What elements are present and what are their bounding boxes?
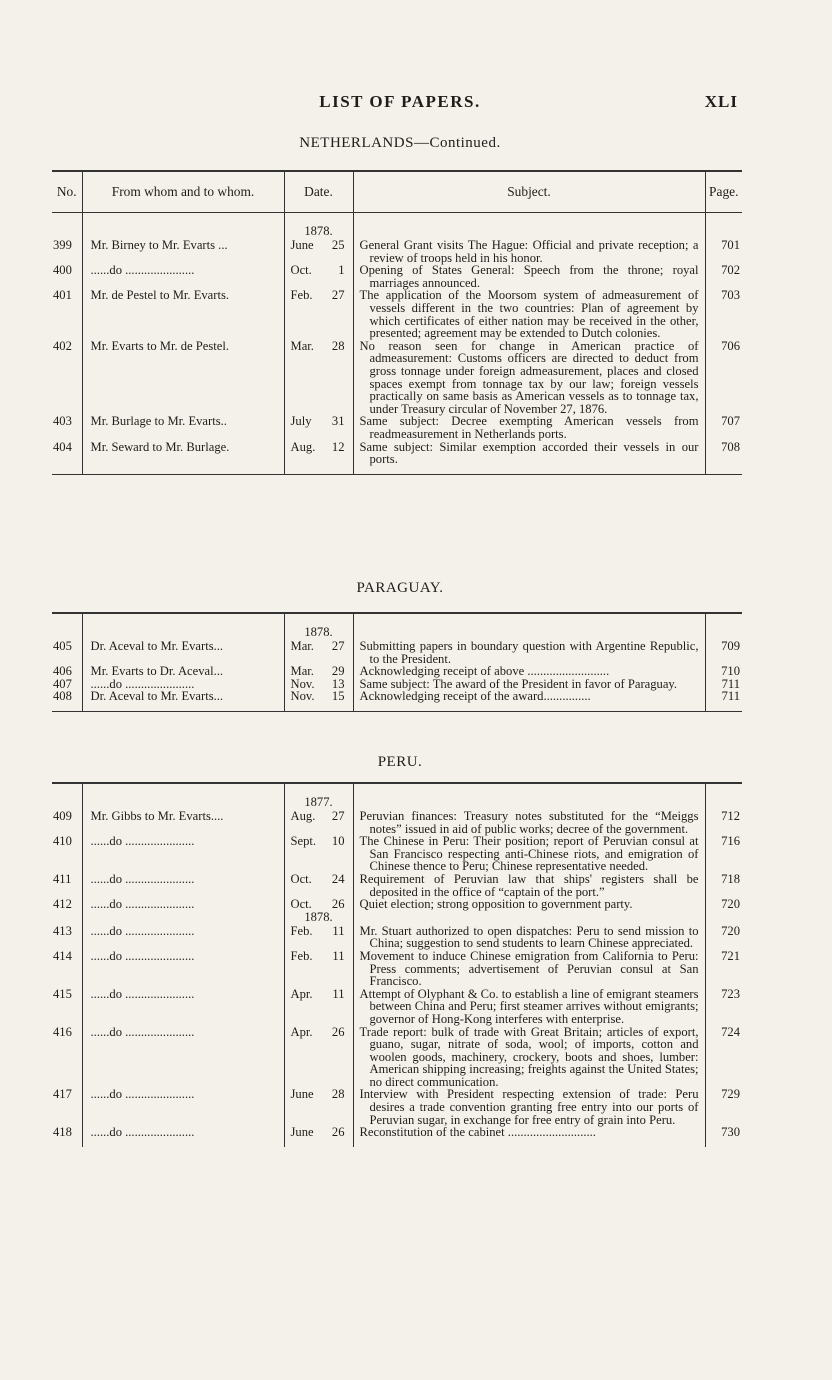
date-month: Mar. [290,338,314,353]
paper-date [284,988,353,1026]
date-month: July [290,414,312,429]
subject-text: General Grant visits The Hague: Official and private reception; a review of troops held in his honor. [359,238,699,265]
page-reference: 711 [705,690,742,711]
correspondents: ......do ...................... [82,950,284,988]
papers-table-netherlands [52,170,742,475]
paper-date [284,415,353,440]
paper-date [284,1126,353,1147]
date-month: Nov. [290,689,315,704]
subject-cell [353,640,705,665]
table-row [52,988,742,1026]
correspondents: ......do ...................... [82,988,284,1026]
subject-text: Same subject: The award of the President in favor of Paraguay. [359,676,678,691]
date-month: Oct. [290,871,312,886]
date-month: Oct. [290,263,312,278]
paper-number: 415 [53,986,72,1001]
table-row [52,950,742,988]
table-row [52,690,742,711]
page-reference: 721 [705,950,742,988]
correspondents: ......do ...................... [82,898,284,911]
column-header-page: Page. [705,171,742,213]
running-title: LIST OF PAPERS. [319,92,481,111]
paper-number: 402 [53,338,72,353]
subject-cell [353,665,705,678]
paper-date [284,835,353,873]
year-row [52,796,742,810]
date-day: 15 [331,689,345,704]
correspondents: ......do ...................... [82,1088,284,1126]
correspondents: ......do ...................... [82,1126,284,1147]
page-reference: 716 [705,835,742,873]
date-month: Mar. [290,639,314,653]
paper-number: 410 [53,834,72,849]
paper-date [284,239,353,264]
year-row [52,911,742,925]
date-month: Oct. [290,897,312,912]
section-title-netherlands: NETHERLANDS—Continued. [299,135,501,151]
peru-rows [52,783,742,1147]
paper-number: 405 [53,639,72,653]
date-month: June [290,1087,314,1102]
paper-number: 407 [53,676,72,691]
date-month: Mar. [290,664,314,679]
table-row [52,1126,742,1147]
cell-empty [705,911,742,925]
paper-date [284,640,353,665]
section-title-peru: PERU. [377,754,423,770]
paper-date [284,810,353,835]
year-row [52,626,742,640]
paper-date [284,873,353,898]
cell-empty [52,911,82,925]
paper-number: 413 [53,923,72,938]
page-reference: 706 [705,340,742,416]
papers-table-peru [52,782,742,1147]
paper-number: 409 [53,809,72,823]
column-header-date: Date. [284,171,353,213]
date-day: 27 [331,639,345,653]
column-header-no: No. [56,183,77,199]
paper-number: 400 [53,263,72,278]
paper-date [284,1026,353,1089]
paper-number: 406 [53,664,72,679]
subject-text: Same subject: Similar exemption accorded their vessels in our ports. [359,439,699,467]
subject-cell [353,239,705,264]
subject-text: No reason seen for change in American practice of admeasurement: Customs officers are directed to deduct from gross tonnage under foreign admeasurement, places and closed spaces exempt from tonnage tax by our law; foreign vessels practically on same basis as American vessels as to tonnage tax, under Treasury circular of November 27, 1876. [359,338,699,416]
year-label: 1877. [284,796,353,810]
paper-number: 401 [53,288,72,303]
subject-text: Peruvian finances: Treasury notes substituted for the “Meiggs notes” issued in aid of public works; decree of the government. [359,809,699,836]
paper-number: 399 [53,238,72,252]
correspondents: ......do ...................... [82,873,284,898]
date-day: 28 [331,338,345,353]
paper-number: 412 [53,897,72,912]
column-header-subject: Subject. [353,171,705,213]
subject-text: The Chinese in Peru: Their position; report of Peruvian consul at San Francisco respecting anti-Chinese riots, and emigration of Chinese thence to Peru; Chinese representative needed. [359,834,699,874]
page-header [0,92,832,114]
correspondents: Mr. Birney to Mr. Evarts ... [82,239,284,264]
subject-cell [353,415,705,440]
date-day: 28 [331,1087,345,1102]
table-row [52,441,742,475]
date-day: 24 [331,871,345,886]
subject-text: Interview with President respecting extension of trade: Peru desires a trade convention granting free entry into our ports of Peruvian sugar, in exchange for free entry of grain into Peru. [359,1087,699,1127]
year-row [52,225,742,239]
subject-cell [353,1088,705,1126]
date-month: June [290,1125,314,1140]
date-month: Aug. [290,809,316,823]
subject-cell [353,1026,705,1089]
table-row [52,1088,742,1126]
date-day: 29 [331,664,345,679]
page-reference: 730 [705,1126,742,1147]
correspondents: Dr. Aceval to Mr. Evarts... [82,690,284,711]
paper-date [284,950,353,988]
subject-cell [353,441,705,475]
table-row [52,264,742,289]
subject-text: Movement to induce Chinese emigration from California to Peru: Press comments; advertisement of Peruvian consul at San Francisco. [359,948,699,989]
papers-table-paraguay [52,612,742,712]
section-title-paraguay: PARAGUAY. [356,580,444,596]
date-month: Feb. [290,288,313,303]
paper-date [284,441,353,475]
year-label: 1878. [284,225,353,239]
date-day: 11 [332,948,345,963]
page-reference: 701 [705,239,742,264]
page-reference: 718 [705,873,742,898]
paper-date [284,925,353,950]
correspondents: Mr. Seward to Mr. Burlage. [82,441,284,475]
date-day: 26 [331,897,345,912]
correspondents: ......do ...................... [82,925,284,950]
table-row [52,835,742,873]
subject-text: Trade report: bulk of trade with Great Britain; articles of export, guano, sugar, nitrate of soda, wool; of imports, cotton and woolen goods, machinery, crockery, boots and shoes, lumber: American shipping increasing; freights against the United States; no direct communication. [359,1024,699,1089]
page-reference: 720 [705,898,742,911]
page-reference: 724 [705,1026,742,1089]
subject-cell [353,835,705,873]
page-reference: 709 [705,640,742,665]
subject-text: Same subject: Decree exempting American vessels from readmeasurement in Netherlands ports. [359,414,699,441]
date-day: 27 [331,288,345,303]
subject-cell [353,988,705,1026]
paraguay-rows [52,613,742,711]
subject-cell [353,810,705,835]
paper-number: 417 [53,1087,72,1102]
date-month: Nov. [290,676,315,691]
page-reference: 712 [705,810,742,835]
subject-cell [353,690,705,711]
paper-date [284,340,353,416]
subject-text: Attempt of Olyphant & Co. to establish a line of emigrant steamers between China and Peru; first steamer arrives without emigrants; governor of Hong-Kong interferes with enterprise. [359,986,699,1026]
date-month: Feb. [290,948,313,963]
paper-date [284,289,353,339]
netherlands-rows [52,213,742,475]
subject-cell [353,340,705,416]
subject-cell [353,1126,705,1147]
page-reference: 702 [705,264,742,289]
paper-number: 411 [53,871,72,886]
subject-text: Mr. Stuart authorized to open dispatches: Peru to send mission to China; suggestion to send students to learn Chinese appreciated. [359,923,699,951]
subject-text: The application of the Moorsom system of admeasurement of vessels different in the two countries: Plan of agreement by which certificates of either nation may be received in the other, presented; agreement may be extended to Dutch colonies. [359,288,699,341]
subject-text: Requirement of Peruvian law that ships' registers shall be deposited in the office of “captain of the port.” [359,871,699,899]
date-month: Sept. [290,834,317,849]
table-row [52,340,742,416]
date-month: Feb. [290,923,313,938]
date-day: 31 [331,414,345,429]
date-day: 13 [331,676,345,691]
table-row [52,1026,742,1089]
date-day: 10 [331,834,345,849]
date-day: 27 [331,809,345,823]
correspondents: Mr. Burlage to Mr. Evarts.. [82,415,284,440]
subject-text: Acknowledging receipt of above .......................... [359,664,610,679]
correspondents: ......do ...................... [82,678,284,691]
correspondents: Dr. Aceval to Mr. Evarts... [82,640,284,665]
subject-cell [353,873,705,898]
page-reference: 729 [705,1088,742,1126]
paper-date [284,665,353,678]
subject-cell [353,898,705,911]
subject-cell [353,925,705,950]
paper-date [284,264,353,289]
date-month: Aug. [290,439,316,454]
correspondents: ......do ...................... [82,835,284,873]
subject-cell [353,264,705,289]
correspondents: ......do ...................... [82,1026,284,1089]
year-label: 1878. [284,626,353,640]
year-label: 1878. [284,911,353,925]
date-month: June [290,238,314,252]
cell-empty [353,911,705,925]
table-row [52,665,742,678]
paper-date [284,690,353,711]
subject-text: Quiet election; strong opposition to government party. [359,897,633,912]
date-day: 1 [338,263,345,278]
table-row [52,873,742,898]
page-number: XLI [704,92,738,111]
subject-text: Submitting papers in boundary question with Argentine Republic, to the President. [359,639,699,666]
paper-number: 404 [53,439,72,454]
paper-number: 408 [53,689,72,704]
date-day: 26 [331,1125,345,1140]
page-reference: 723 [705,988,742,1026]
table-row [52,898,742,911]
subject-text: Reconstitution of the cabinet ............................ [359,1125,596,1140]
correspondents: Mr. de Pestel to Mr. Evarts. [82,289,284,339]
subject-text: Acknowledging receipt of the award............... [359,689,591,704]
date-day: 12 [331,439,345,454]
table-row [52,925,742,950]
paper-number: 418 [53,1125,72,1140]
correspondents: Mr. Evarts to Dr. Aceval... [82,665,284,678]
page-reference: 708 [705,441,742,475]
page-reference: 707 [705,415,742,440]
paper-number: 414 [53,948,72,963]
date-day: 11 [332,986,345,1001]
date-month: Apr. [290,986,313,1001]
page-reference: 711 [705,678,742,691]
cell-empty [82,911,284,925]
date-day: 25 [331,238,345,252]
date-month: Apr. [290,1024,313,1039]
page-reference: 720 [705,925,742,950]
paper-date [284,898,353,911]
paper-date [284,1088,353,1126]
subject-cell [353,950,705,988]
table-row [52,239,742,264]
paper-number: 403 [53,414,72,429]
table-row [52,810,742,835]
subject-cell [353,289,705,339]
page-reference: 703 [705,289,742,339]
table-row [52,289,742,339]
table-header-row [52,171,742,213]
subject-text: Opening of States General: Speech from the throne; royal marriages announced. [359,263,699,290]
date-day: 11 [332,923,345,938]
date-day: 26 [331,1024,345,1039]
correspondents: Mr. Evarts to Mr. de Pestel. [82,340,284,416]
table-row [52,415,742,440]
paper-number: 416 [53,1024,72,1039]
column-header-from: From whom and to whom. [82,171,284,213]
page-reference: 710 [705,665,742,678]
table-row [52,640,742,665]
correspondents: ......do ...................... [82,264,284,289]
correspondents: Mr. Gibbs to Mr. Evarts.... [82,810,284,835]
